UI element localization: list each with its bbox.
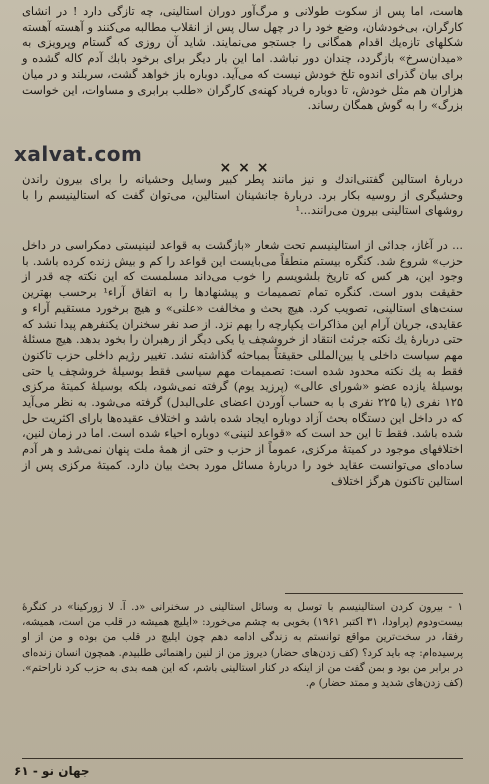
footnote-divider [285,593,463,594]
paragraph-2: دربارهٔ استالین گفتنی‌اندك و نیز مانند پطر کبیر وسایل وحشیانه را برای بیرون راندن وحشیگری از روسیه بکار برد. دربارهٔ جانشینان استالین، می‌توان گفت که استالینیسم را با روشهای استالینی بیرون می‌رانند...¹ [22,172,463,218]
paragraph-3-container [22,238,463,489]
page-footer [0,756,489,784]
section-separator: × × × [219,160,270,176]
watermark: xalvat.com [14,142,143,166]
footnote: ۱ - بیرون کردن استالینیسم با توسل به وسائل استالینی در سخنرانی «د. آ. لا زورکینا» در کنگرهٔ بیست‌ودوم (پراودا، ۳۱ اکتبر ۱۹۶۱) بخوبی به چشم می‌خورد: «ایلیچ همیشه در قلب من است، همیشه، رفقا، در سخت‌ترین مواقع توانستم به زندگی ادامه دهم چون ایلیچ در قلب من بوده و من از او پرسیده‌ام: چه باید کرد؟ (کف زدن‌های حضار) دیروز من از لنین راهنمائی طلبیدم. همچون انسان زنده‌ای در برابر من بود و بمن گفت من از اینکه در کنار استالینی باشم، که این همه بدی به حزب کرد ناراحتم». (کف زدن‌های شدید و ممتد حضار) م. [22,601,463,690]
article-body [22,4,463,114]
paragraph-1: هاست، اما پس از سکوت طولانی و مرگ‌آور دوران استالینی، چه تازگی دارد ! در انشای کارگران، بی‌خودشان، وضع خود را در چهل سال پس از انقلاب مطالبه می‌کنند و آهسته آهسته شکلهای تازه‌یك اقدام همگانی را جستجو می‌نمایند. شاید آن روزی که گستام وپرویزی به «میدان‌سرخ» بازگردد، چندان دور نباشد. اما این بار دیگر برای برخود بابك آدم کاله گشده و برای بیان گذرای اندوه تلخ خودش نیست که می‌آید. دوباره باز خواهد گشت، سربلند و در میان هزاران هم مثل خودش، تا دوباره فریاد کهنه‌ی کارگران «طلب برابری و مساوات، این خواست بزرگ» را به گوش همگان رساند. [22,4,463,113]
paragraph-2-container [22,172,463,219]
footer-divider [22,758,463,759]
footer-label: جهان نو - ۶۱ [14,764,90,778]
paragraph-3: ... در آغاز، جدائی از استالینیسم تحت شعار «بازگشت به قواعد لنینیستی دمکراسی در داخل حزب» شروع شد. کنگره بیستم منطقاً می‌بایست این قواعد را کم و بیش زنده کرده باشد. با وجود این، هر کس که تاریخ بلشویسم را خوب می‌داند مسلمست که این نکته چه قدر از حقیقت بدور است. کنگره تمام تصمیمات و پیشنهادها را به اتفاق آراء¹ برحسب بهترین سنت‌های استالینی، تصویب کرد. هیچ بحث و مخالفت «علنی» و هیچ برخورد مستقیم آراء و عقایدی، جریان آرام این مذاکرات یکپارچه را بهم نزد. از صد نفر سخنران یکنفرهم پیدا نشد که حتی دربارهٔ یك نکته جرئت انتقاد از خروشچف یا یکی دیگر از رهبران را بخود بدهد. هیچ مسئلهٔ مهم سیاست داخلی یا بین‌المللی حقیقتاً بمباحثه گذاشته نشد. تغییر رژیم داخلی حزب تاکنون فقط به یك نکته محدود شده است: تصمیمات مهم سیاسی فقط بوسیلهٔ خروشچف یا حتی بوسیلهٔ یازده عضو «شورای عالی» (پرزید یوم) گرفته نمی‌شود، بلکه بوسیلهٔ کمیتهٔ مرکزی ۱۲۵ نفری (یا ۲۲۵ نفری با به حساب آوردن اعضای علی‌البدل) گرفته می‌شود. به نظر می‌آید که در داخل این دستگاه بحث آزاد دوباره ایجاد شده باشد و اختلاف عقیده‌ها بارای اکثریت حل شده باشد. فقط تا این حد است که «قواعد لنینی» دوباره احیاء شده است. اما در زمان لنین، اختلافهای موجود در کمیتهٔ مرکزی، عموماً از حزب و حتی از همهٔ ملت پنهان نمی‌شد و هر آدم ساده‌ای می‌توانست عقاید خود را دربارهٔ مسائل مورد بحث بیان دارد. کمیتهٔ مرکزی پس از استالین تاکنون هرگز اختلاف [22,238,463,488]
